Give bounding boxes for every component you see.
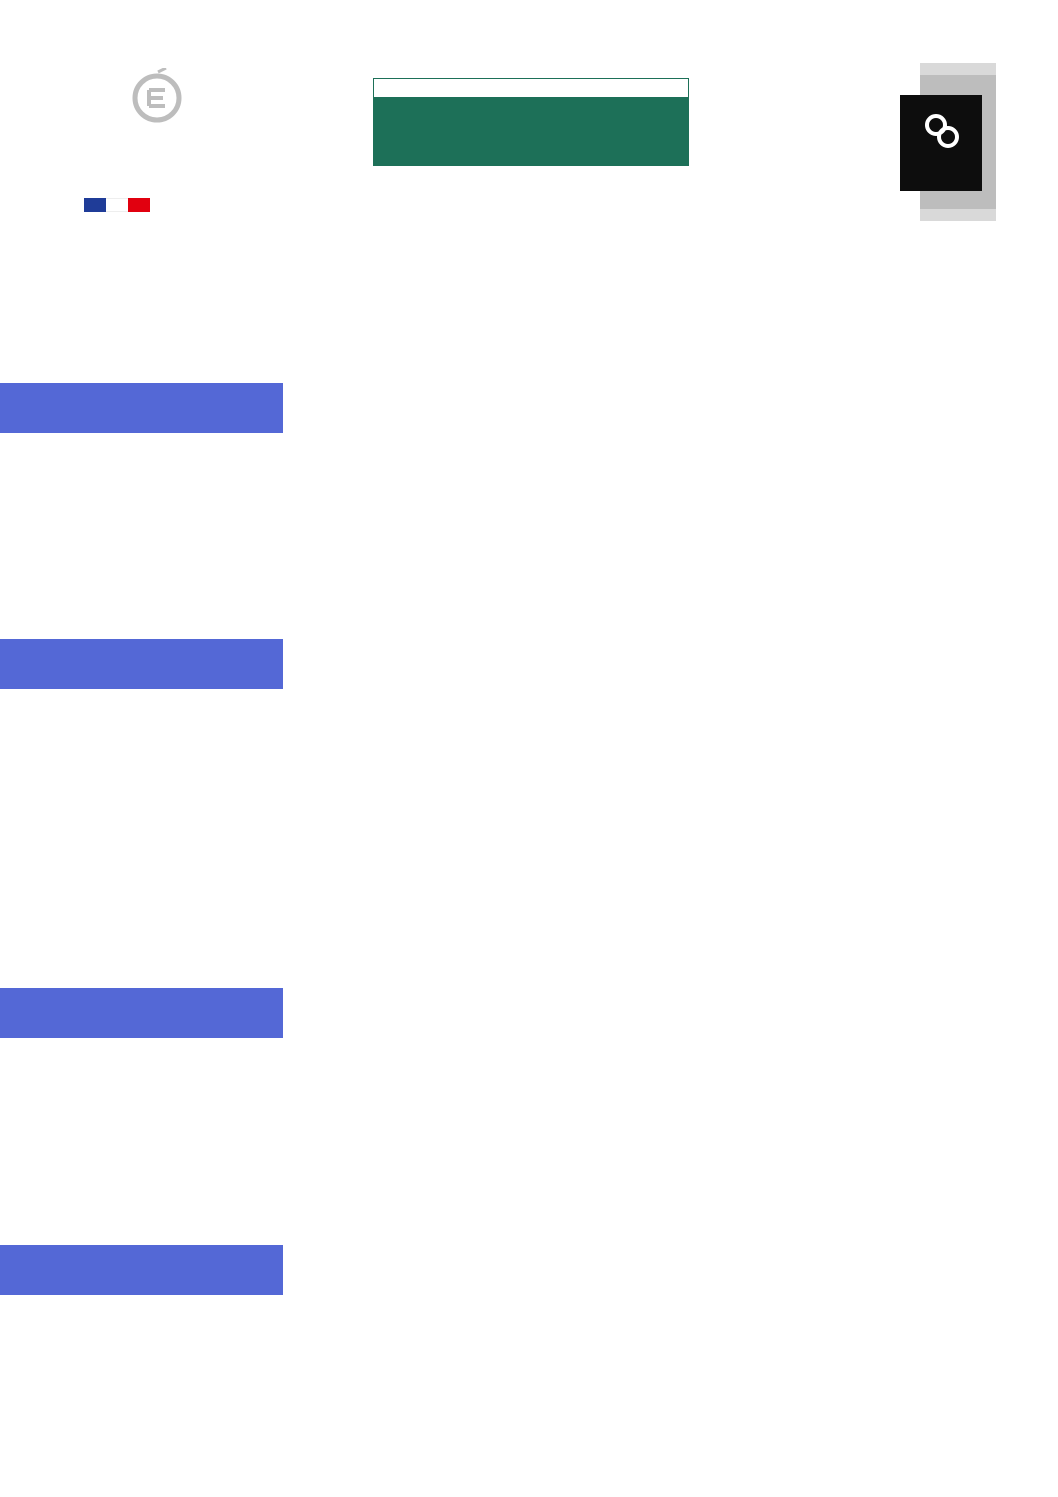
section-band-espagnol	[0, 988, 283, 1038]
section-band-anglais	[0, 639, 283, 689]
canope-logo	[373, 78, 689, 213]
section-band-italien	[0, 1245, 283, 1295]
education-e-icon	[130, 68, 184, 124]
page-subtitle	[0, 306, 1058, 324]
canope-wordmark	[373, 98, 689, 166]
cinecran-logo	[900, 63, 996, 221]
cinecran-rings-icon	[922, 113, 962, 149]
canope-url-bar	[373, 78, 689, 98]
inspection-academique-logo	[62, 62, 182, 227]
marianne-flag-icon	[84, 198, 150, 212]
section-band-allemand	[0, 383, 283, 433]
page-title	[0, 246, 1058, 264]
